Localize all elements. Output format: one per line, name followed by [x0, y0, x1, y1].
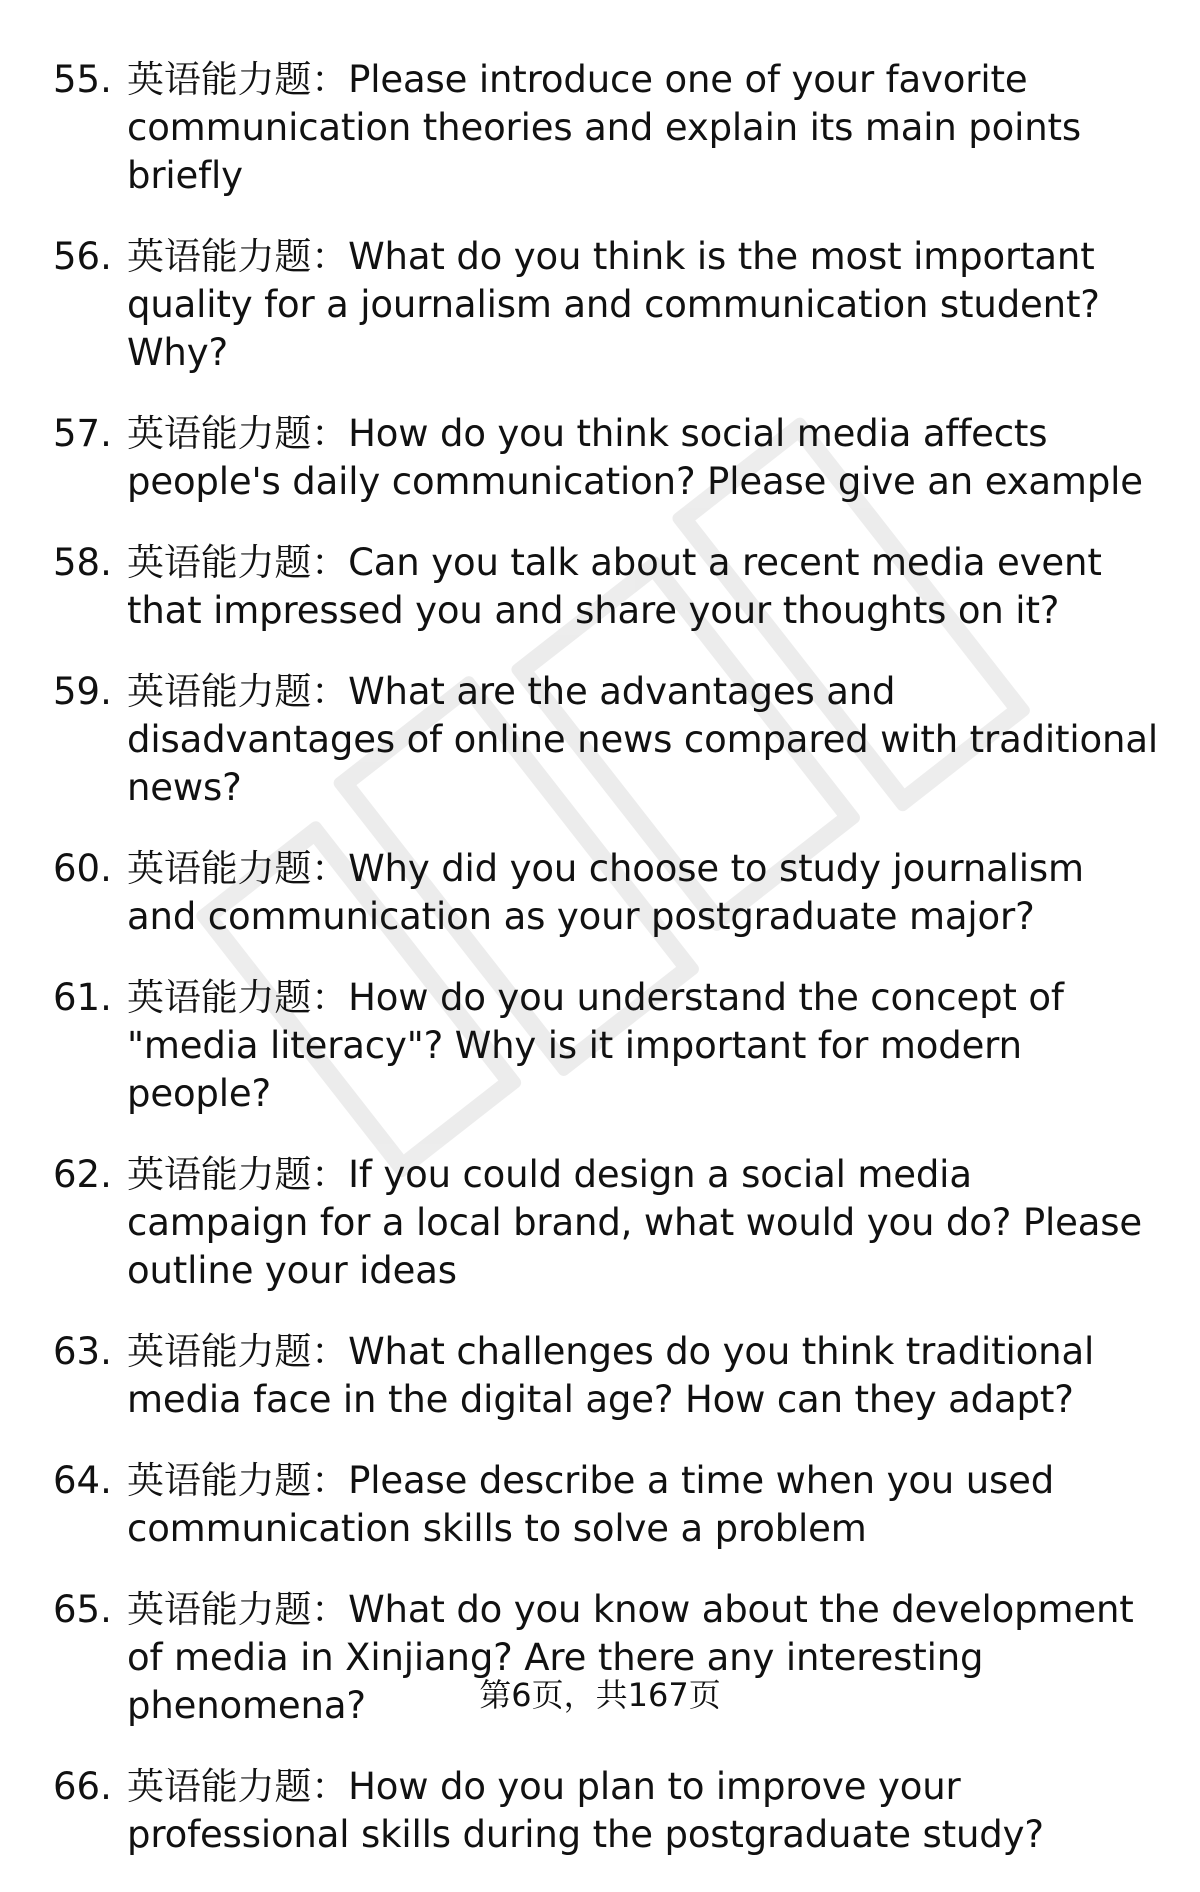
question-text: 英语能力题：How do you plan to improve your professional skills during the postgraduate study?	[127, 1765, 1044, 1856]
question-number: 55.	[53, 58, 112, 101]
question-text: 英语能力题：What do you think is the most important quality for a journalism and communication student? Why?	[127, 235, 1100, 374]
question-text: 英语能力题：What do you know about the development of media in Xinjiang? Are there any interesting phenomena?	[127, 1588, 1134, 1727]
question-text: 英语能力题：What challenges do you think traditional media face in the digital age? How can they adapt?	[127, 1330, 1095, 1421]
question-number: 57.	[53, 412, 112, 455]
list-item	[0, 1457, 1200, 1553]
question-number: 58.	[53, 541, 112, 584]
question-list	[0, 56, 1200, 1892]
question-number: 66.	[53, 1765, 112, 1808]
list-item	[0, 845, 1200, 941]
list-item	[0, 56, 1200, 200]
question-text: 英语能力题：How do you understand the concept of "media literacy"? Why is it important for modern people?	[127, 976, 1064, 1115]
list-item	[0, 1763, 1200, 1859]
list-item	[0, 1328, 1200, 1424]
page-footer: 第6页，共167页	[479, 1676, 721, 1714]
question-number: 60.	[53, 847, 112, 890]
question-text: 英语能力题：What are the advantages and disadvantages of online news compared with traditional news?	[127, 670, 1158, 809]
question-number: 65.	[53, 1588, 112, 1631]
question-number: 62.	[53, 1153, 112, 1196]
question-text: 英语能力题：Can you talk about a recent media event that impressed you and share your thoughts on it?	[127, 541, 1102, 632]
question-text: 英语能力题：How do you think social media affects people's daily communication? Please give an example	[127, 412, 1143, 503]
question-text: 英语能力题：If you could design a social media campaign for a local brand, what would you do? Please outline your ideas	[127, 1153, 1142, 1292]
question-text: 英语能力题：Please describe a time when you used communication skills to solve a problem	[127, 1459, 1055, 1550]
question-number: 61.	[53, 976, 112, 1019]
list-item	[0, 410, 1200, 506]
list-item	[0, 668, 1200, 812]
question-number: 63.	[53, 1330, 112, 1373]
question-number: 56.	[53, 235, 112, 278]
list-item	[0, 974, 1200, 1118]
question-text: 英语能力题：Please introduce one of your favorite communication theories and explain its main points briefly	[127, 58, 1082, 197]
list-item	[0, 1151, 1200, 1295]
list-item	[0, 233, 1200, 377]
list-item	[0, 539, 1200, 635]
question-number: 59.	[53, 670, 112, 713]
question-text: 英语能力题：Why did you choose to study journalism and communication as your postgraduate major?	[127, 847, 1084, 938]
question-number: 64.	[53, 1459, 112, 1502]
